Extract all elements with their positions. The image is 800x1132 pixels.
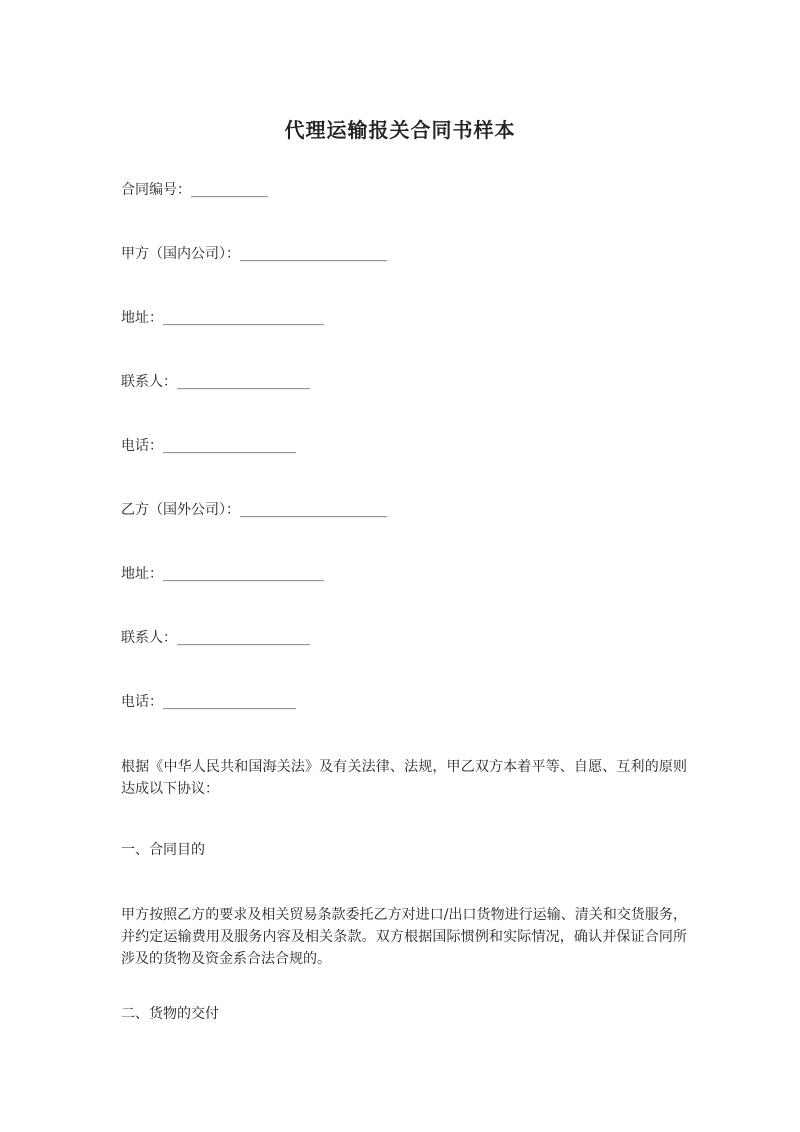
section-heading-1: 一、合同目的 bbox=[121, 842, 205, 858]
field-blank: _____________________ bbox=[240, 502, 387, 518]
party-b-field bbox=[121, 500, 387, 520]
field-label: 联系人： bbox=[121, 374, 177, 390]
field-blank: ___________________ bbox=[163, 694, 296, 710]
field-blank: _______________________ bbox=[163, 566, 324, 582]
party-a-contact-field bbox=[121, 372, 310, 392]
intro-paragraph: 根据《中华人民共和国海关法》及有关法律、法规，甲乙双方本着平等、自愿、互利的原则达成以下协议： bbox=[121, 759, 687, 797]
party-a-address-field bbox=[121, 308, 324, 328]
section-heading-2: 二、货物的交付 bbox=[121, 1006, 219, 1022]
field-blank: ___________________ bbox=[163, 438, 296, 454]
party-b-address-field bbox=[121, 564, 324, 584]
document-title: 代理运输报关合同书样本 bbox=[284, 118, 516, 142]
field-blank: ___________________ bbox=[177, 630, 310, 646]
contract-number-field bbox=[121, 180, 268, 200]
field-blank: _______________________ bbox=[163, 310, 324, 326]
party-a-phone-field bbox=[121, 436, 296, 456]
field-label: 甲方（国内公司）： bbox=[121, 246, 240, 262]
field-label: 地址： bbox=[121, 310, 163, 326]
section-body-1: 甲方按照乙方的要求及相关贸易条款委托乙方对进口/出口货物进行运输、清关和交货服务，并约定运输费用及服务内容及相关条款。双方根据国际惯例和实际情况，确认并保证合同所涉及的货物及资金系合法合规的。 bbox=[121, 907, 687, 967]
field-label: 联系人： bbox=[121, 630, 177, 646]
field-blank: _____________________ bbox=[240, 246, 387, 262]
field-label: 电话： bbox=[121, 694, 163, 710]
field-blank: ___________________ bbox=[177, 374, 310, 390]
party-a-field bbox=[121, 244, 387, 264]
field-label: 电话： bbox=[121, 438, 163, 454]
field-label: 地址： bbox=[121, 566, 163, 582]
party-b-contact-field bbox=[121, 628, 310, 648]
field-blank: ___________ bbox=[191, 182, 268, 198]
field-label: 乙方（国外公司）： bbox=[121, 502, 240, 518]
field-label: 合同编号： bbox=[121, 182, 191, 198]
party-b-phone-field bbox=[121, 692, 296, 712]
